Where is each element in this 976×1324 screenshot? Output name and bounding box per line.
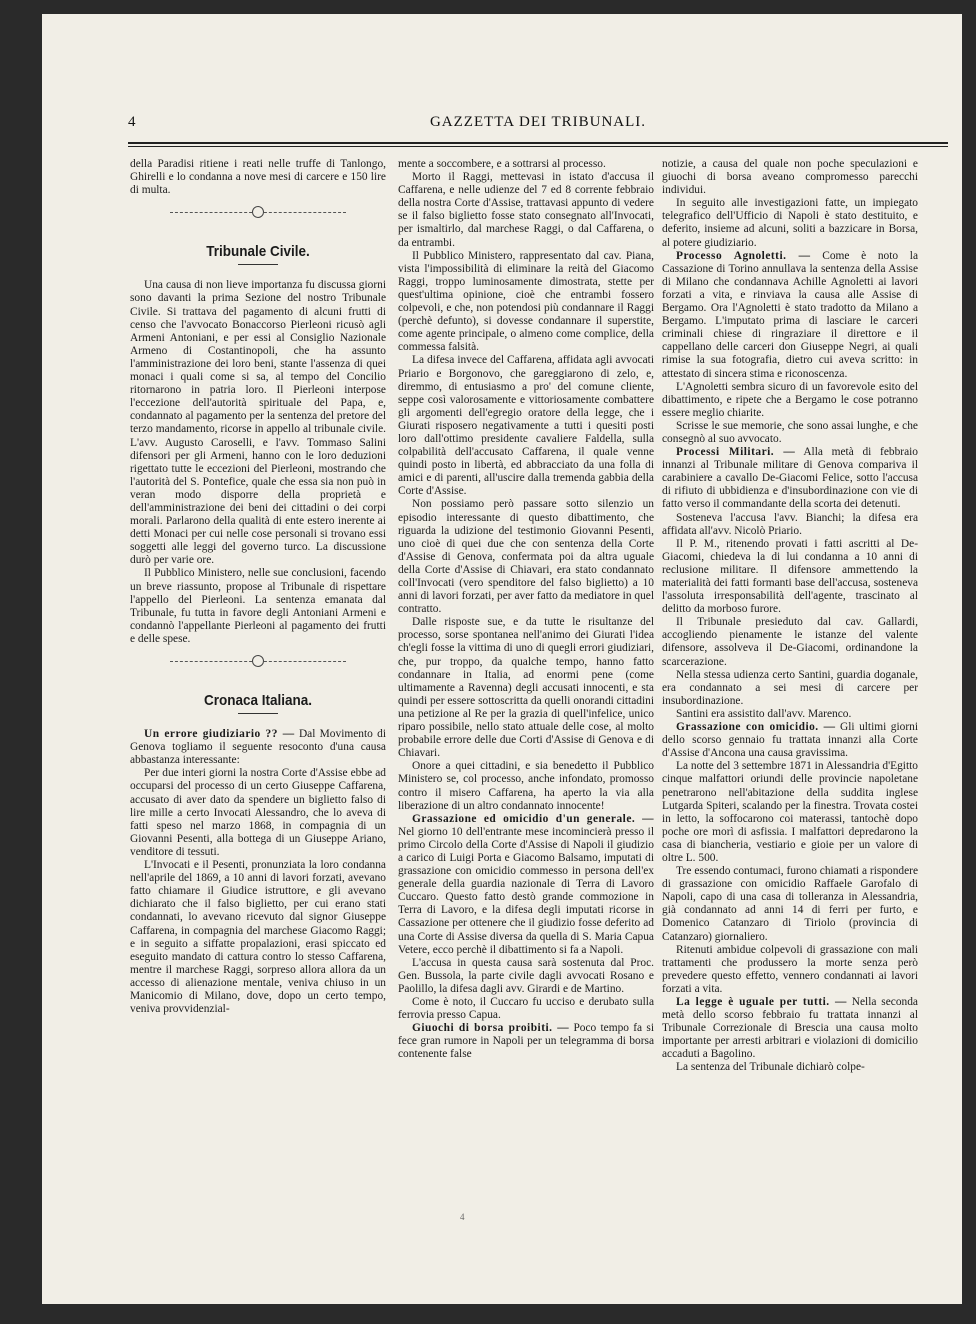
page-number: 4 [128, 114, 136, 130]
paragraph: L'Agnoletti sembra sicuro di un favorevole esito del dibattimento, e ripete che a Bergamo le cose potranno essere meglio chiarite. [662, 380, 918, 419]
article-grassazione-generale [398, 813, 654, 957]
paragraph: Onore a quei cittadini, e sia benedetto il Pubblico Ministero se, col processo, anche infondato, promosso contro il misero Caffarena, ha aperto la via alla liberazione di un altro condannato innocente! [398, 760, 654, 812]
section-title-cronaca-italiana: Cronaca Italiana. [203, 692, 313, 709]
paragraph: della Paradisi ritiene i reati nelle truffe di Tanlongo, Ghirelli e lo condanna a nove mesi di carcere e 150 lire di multa. [130, 158, 386, 197]
article-text: Alla metà di febbraio innanzi al Tribunale militare di Genova compariva il carabiniere a cavallo De-Giacomi Felice, sotto l'accusa di rifiuto di ubbidienza e d'insubordinazione con vie di fatto verso il commandante della scorta dei detenuti. [662, 446, 918, 511]
section-rule [238, 713, 278, 714]
article-errore [130, 728, 386, 767]
separator-ornament [130, 203, 386, 223]
paragraph: Ritenuti ambidue colpevoli di grassazione con mali trattamenti che produssero la morte senza però prevedere questo effetto, vennero condannati ai lavori forzati a vita. [662, 943, 918, 995]
header-rule [128, 142, 948, 144]
section-rule [238, 264, 278, 265]
paragraph: notizie, a causa del quale non poche speculazioni e giuochi di borsa aveano compromesso parecchi individui. [662, 158, 918, 197]
paragraph: Il Pubblico Ministero, rappresentato dal cav. Piana, vista l'impossibilità di eliminare la reità del Giacomo Raggi, troppo luminosamente dimostrata, stette per quest'ultima opinione, cioè che entrambi fossero colpevoli, e che, non potendosi più condannare il Raggi (perchè defunto), si dovesse condannare il superstite, come agente principale, o almeno come complice, della commessa falsità. [398, 249, 654, 354]
paragraph: Nella stessa udienza certo Santini, guardia doganale, era condannato a sei mesi di carcere per insubordinazione. [662, 668, 918, 707]
article-agnoletti [662, 250, 918, 381]
newspaper-title: GAZZETTA DEI TRIBUNALI. [429, 114, 647, 130]
footer-signature-mark: 4 [460, 1212, 465, 1222]
newspaper-page [42, 14, 962, 1304]
paragraph: mente a soccombere, e a sottrarsi al processo. [398, 158, 606, 170]
article-text: Dal Movimento di Genova togliamo il seguente resoconto d'una causa abbastanza interessante: [130, 728, 386, 767]
paragraph: La notte del 3 settembre 1871 in Alessandria d'Egitto cinque malfattori oriundi delle provincie napoletane penetrarono nell'abitazione della suddita inglese Lutgarda Spiteri, scalando per la finestra. Trovata costei in letto, la soffocarono coi materassi, tantochè dopo poche ore morì di asfissia. I malfattori depredarono la casa di biancheria, vestiario e gioie per un valore di oltre L. 500. [662, 760, 918, 864]
article-headline: Processi Militari. — [676, 446, 796, 459]
page-header [128, 114, 948, 138]
paragraph: Dalle risposte sue, e da tutte le risultanze del processo, sorse spontanea nell'animo dei Giurati l'idea ch'egli fosse la vittima di uno di quegli errori giudiziari, che, pur troppo, da qualche tempo, hanno fatto condannare in Italia, ad enormi pene (come ultimamente a Ravenna) degli accusati innocenti, e sta quindi per essere sottoscritta da quelli onorandi cittadini una petizione al Re per la grazia di quell'infelice, unico riparo possibile, nello stato attuale delle cose, al molto probabile errore delle due Corti d'Assise di Genova e di Chiavari. [398, 616, 654, 760]
paragraph: In seguito alle investigazioni fatte, un impiegato telegrafico dell'Ufficio di Napoli è stato destituito, e deferito, insieme ad alcuni, soliti a bazzicare in Borsa, al potere giudiziario. [662, 197, 918, 249]
paragraph: Una causa di non lieve importanza fu discussa giorni sono davanti la prima Sezione del nostro Tribunale Civile. Si trattava del pagamento di alcuni frutti di censo che l'avvocato Bonaccorso Pierleoni ricusò agli Armeni Antoniani, e per essi al Consiglio Nazionale Armeno di Costantinopoli, che ha assunto l'amministrazione dei loro beni, stante l'assenza di quei monaci i quali come si sa, al tempo del Concilio ritornarono in patria loro. Il Pierleoni interpose l'eccezione dell'autorità spirituale del Papa, e, condannato al pagamento per la sentenza del pretore del terzo mandamento, ricorse in appello al tribunale civile. L'avv. Augusto Caroselli, e l'avv. Tommaso Salini difensori per gli Armeni, hanno con le loro deduzioni rigettato tutte le eccezioni del Pierleoni, mostrando che l'autorità del S. Pontefice, quale che essa sia non può in veran modo disporre della proprietà e dell'amministrazione dei beni dei cittadini o dei corpi morali. Parlarono della qualità di ente estero inerente ai detti Monaci per cui nelle cose personali si trovano essi soggetti alle leggi del governo turco. La discussione durò per varie ore. [130, 279, 386, 567]
paragraph: Per due interi giorni la nostra Corte d'Assise ebbe ad occuparsi del processo di un certo Giuseppe Caffarena, accusato di aver dato da spendere un biglietto falso di lire mille a certo Invocati Alessandro, che lo aveva di fatti speso nel marzo 1868, in compagnia di un Giovanni Pesenti, alla bottega di un Giuseppe Ariano, venditore di tessuti. [130, 767, 386, 858]
column-1 [130, 158, 386, 1016]
article-headline: Grassazione ed omicidio d'un generale. — [412, 812, 654, 825]
paragraph: Scrisse le sue memorie, che sono assai lunghe, e che consegnò al suo avvocato. [662, 419, 918, 445]
paragraph: Morto il Raggi, mettevasi in istato d'accusa il Caffarena, e nelle udienze del 7 ed 8 corrente febbraio della nostra Corte d'Assise, trattavasi appunto di vedere se il falso biglietto fosse stato consegnato all'Invocati, per ismaltirlo, dal marchese Raggi, o dal Caffarena, o da entrambi. [398, 171, 654, 249]
article-legge-uguale [662, 996, 918, 1061]
article-text: Nella seconda metà dello scorso febbraio fu trattata innanzi al Tribunale Correzionale di Brescia una causa molto importante per arresti arbitrari e violazioni di domicilio accaduti a Bagolino. [662, 996, 918, 1061]
article-headline: La legge è uguale per tutti. — [676, 996, 847, 1008]
paragraph: Il Pubblico Ministero, nelle sue conclusioni, facendo un breve riassunto, propose al Tribunale di rispettare l'appello del Pierleoni. La sentenza emanata dal Tribunale, fu tutta in favore degli Antoniani Armeni e condannò l'appellante Pierleoni al pagamento dei frutti e delle spese. [130, 567, 386, 645]
column-2 [398, 158, 654, 1061]
paragraph: Non possiamo però passare sotto silenzio un episodio interessante di questo dibattimento, che riguarda la udizione del testimonio Giovanni Pesenti, uno cioè di quei due che con sentenza della Corte d'Assise di Genova, confermata poi da altra uguale della Corte d'Assise di Chiavari, era stato condannato coll'Invocati (vero spenditore del falso biglietto) a 10 anni di lavori forzati, per aver fatto da mediatore in quel contratto. [398, 498, 654, 616]
paragraph: Sosteneva l'accusa l'avv. Bianchi; la difesa era affidata all'avv. Nicolò Priario. [662, 511, 918, 537]
paragraph: L'Invocati e il Pesenti, pronunziata la loro condanna nell'aprile del 1869, a 10 anni di lavori forzati, avevano fatto chiamare il Giudice istruttore, e gli avevano dichiarato che il falso biglietto, per cui erano stati condannati, lo avevano ricevuto dal signor Giuseppe Caffarena, in compagnia del marchese Giacomo Raggi; e in seguito a siffatte propalazioni, erasi spiccato ed eseguito mandato di cattura contro lo stesso Caffarena, mentre il marchese Raggi, sorpreso allora allora da un accesso di alienazione mentale, veniva chiuso in un Manicomio di Milano, dove, dopo un certo tempo, veniva provvidenzial- [130, 859, 386, 1016]
article-headline: Processo Agnoletti. — [676, 249, 811, 262]
article-headline: Giuochi di borsa proibiti. — [412, 1022, 570, 1035]
article-processi-militari [662, 446, 918, 511]
article-text: Poco tempo fa si fece gran rumore in Napoli per un telegramma di borsa contenente false [398, 1022, 654, 1061]
column-3 [662, 158, 918, 1075]
separator-ornament [130, 652, 386, 672]
article-headline: Un errore giudiziario ?? — [144, 728, 295, 741]
article-giuochi-borsa [398, 1022, 654, 1061]
paragraph: Come è noto, il Cuccaro fu ucciso e derubato sulla ferrovia presso Capua. [398, 996, 654, 1022]
paragraph: L'accusa in questa causa sarà sostenuta dal Proc. Gen. Bussola, la parte civile dagli avvocati Rosano e Paolillo, la difesa dagli avv. Girardi e de Martino. [398, 956, 654, 995]
paragraph: La sentenza del Tribunale dichiarò colpe- [676, 1061, 865, 1074]
article-grassazione-omicidio [662, 721, 918, 760]
header-rule-thin [128, 146, 948, 147]
article-text: Nel giorno 10 dell'entrante mese incomincierà presso il primo Circolo della Corte d'Assise di Napoli il giudizio a carico di Luigi Porta e Giacomo Balsamo, imputati di grassazione con omicidio commesso in persona dell'ex generale della guardia nazionale di Terra di Lavoro Cuccaro. Questo fatto destò grande commozione in Terra di Lavoro, e la difesa degli imputati ricorse in Cassazione per ottenere che il giudizio fosse deferito ad una Corte di Assise diversa da quella di S. Maria Capua Vetere, ecco perchè il dibattimento si fa a Napoli. [398, 825, 654, 956]
article-headline: Grassazione con omicidio. — [676, 721, 836, 734]
section-title-tribunale-civile: Tribunale Civile. [206, 243, 310, 261]
paragraph: La difesa invece del Caffarena, affidata agli avvocati Priario e Borgonovo, che gareggiarono di zelo, e, diremmo, di entusiasmo a pro' del comune cliente, seppe così valorosamente e vittoriosamente combattere gli argomenti dell'egregio oratore della legge, che i Giurati risposero negativamente a tutti i quesiti posti loro dall'ottimo presidente cavaliere Faldella, sulla colpabilità dell'accusato Caffarena, il quale venne quindi posto in libertà, ed abbracciato da una folla di amici e di parenti, all'uscire dalla tremenda gabbia della Corte d'Assise. [398, 354, 654, 498]
article-text: Come è noto la Cassazione di Torino annullava la sentenza della Assise di Milano che condannava Achille Agnoletti ai lavori forzati a vita, e rinviava la causa alle Assise di Bergamo. Ora l'Agnoletti è stato tradotto da Milano a Bergamo. L'imputato prima di lasciare le carceri criminali chiese di ringraziare il direttore e il cappellano delle carceri don Giuseppe Negri, ai quali rimise la sua fotografia, dietro cui aveva scritto: in attestato di sincera stima e riconoscenza. [662, 249, 919, 380]
paragraph: Tre essendo contumaci, furono chiamati a rispondere di grassazione con omicidio Raffaele Garofalo di Napoli, capo di una casa di tolleranza in Alessandria, già condannato ad anni 14 di ferri per furto, e Domenico Catanzaro di Tiriolo (provincia di Catanzaro) giornaliero. [662, 865, 918, 943]
paragraph: Il Tribunale presieduto dal cav. Gallardi, accogliendo pienamente le istanze del valente difensore, assolveva il De-Giacomi, ordinandone la scarcerazione. [662, 616, 918, 668]
article-text: Gli ultimi giorni dello scorso gennaio fu trattata innanzi alla Corte d'Assise d'Ancona una causa gravissima. [662, 721, 918, 760]
paragraph: Santini era assistito dall'avv. Marenco. [676, 707, 852, 720]
paragraph: Il P. M., ritenendo provati i fatti ascritti al De-Giacomi, chiedeva la di lui condanna a 10 anni di reclusione militare. Il difensore ammettendo la materialità dei fatti formanti base dell'accusa, sosteneva l'assoluta irresponsabilità dell'agente, trascinato al delitto da morboso furore. [662, 537, 918, 616]
